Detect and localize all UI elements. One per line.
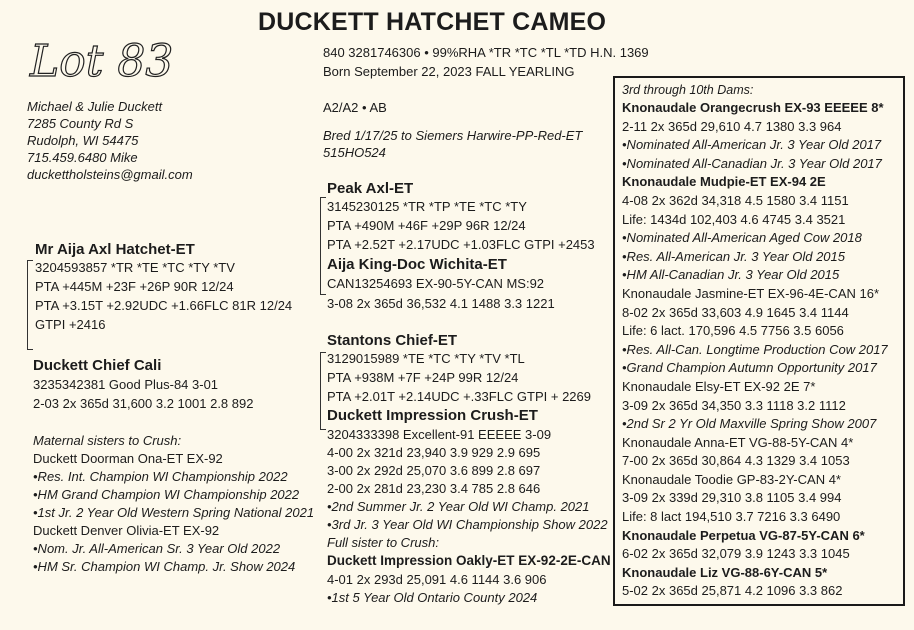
dam-line: 3235342381 Good Plus-84 3-01 xyxy=(33,377,219,392)
dam-ancestor-name: Knonaudale Anna-ET VG-88-5Y-CAN 4* xyxy=(622,434,854,450)
sire-sire-line: PTA +2.52T +2.17UDC +1.03FLC GTPI +2453 xyxy=(327,237,595,252)
dam-ancestor-record: Life: 1434d 102,403 4.6 4745 3.4 3521 xyxy=(622,211,846,227)
pedigree-bracket xyxy=(320,197,326,295)
dam-ancestor-name: Knonaudale Perpetua VG-87-5Y-CAN 6* xyxy=(622,527,865,543)
pedigree-bracket xyxy=(27,260,33,350)
dam-dam-name: Duckett Impression Crush-ET xyxy=(327,407,538,424)
sire-name: Mr Aija Axl Hatchet-ET xyxy=(35,241,195,258)
dam-dam-record: 4-00 2x 321d 23,940 3.9 929 2.9 695 xyxy=(327,445,541,460)
sire-line: 3204593857 *TR *TE *TC *TY *TV xyxy=(35,260,235,275)
dam-ancestor-note: •Nominated All-American Jr. 3 Year Old 2017 xyxy=(622,137,882,153)
sire-line: GTPI +2416 xyxy=(35,317,106,332)
lot-title: DUCKETT HATCHET CAMEO xyxy=(258,8,607,36)
sister-note: •HM Grand Champion WI Championship 2022 xyxy=(33,487,300,502)
dam-ancestor-name: Knonaudale Toodie GP-83-2Y-CAN 4* xyxy=(622,471,841,487)
dam-sire-block xyxy=(327,331,591,405)
sire-block xyxy=(35,240,292,333)
sire-dam-name: Aija King-Doc Wichita-ET xyxy=(327,256,507,273)
birth-date-line: Born September 22, 2023 FALL YEARLING xyxy=(323,64,575,79)
sister-note: •Nom. Jr. All-American Sr. 3 Year Old 2022 xyxy=(33,541,281,556)
sister-note: •HM Sr. Champion WI Champ. Jr. Show 2024 xyxy=(33,559,296,574)
dam-ancestor-note: •Nominated All-Canadian Jr. 3 Year Old 2017 xyxy=(622,155,882,171)
dam-name: Duckett Chief Cali xyxy=(33,357,162,374)
full-sister-name: Duckett Impression Oakly-ET EX-92-2E-CAN xyxy=(327,553,611,568)
owner-phone: 715.459.6480 Mike xyxy=(27,150,138,165)
sire-sire-block xyxy=(327,179,595,253)
full-sister-heading: Full sister to Crush: xyxy=(327,535,439,550)
sister-name: Duckett Doorman Ona-ET EX-92 xyxy=(33,451,223,466)
sire-sire-name: Peak Axl-ET xyxy=(327,180,414,197)
owner-contact xyxy=(27,98,193,183)
dam-ancestor-name: Knonaudale Mudpie-ET EX-94 2E xyxy=(622,174,826,190)
dam-ancestor-record: 2-11 2x 365d 29,610 4.7 1380 3.3 964 xyxy=(622,118,842,134)
bred-to-line: Bred 1/17/25 to Siemers Harwire-PP-Red-ET xyxy=(323,128,583,143)
sire-sire-line: 3145230125 *TR *TP *TE *TC *TY xyxy=(327,199,527,214)
lot-number-logo xyxy=(28,6,178,92)
dam-ancestor-record: 7-00 2x 365d 30,864 4.3 1329 3.4 1053 xyxy=(622,453,850,469)
owner-street: 7285 County Rd S xyxy=(27,116,134,131)
dam-dam-record: 2-00 2x 281d 23,230 3.4 785 2.8 646 xyxy=(327,481,541,496)
dam-sire-line: PTA +2.01T +2.14UDC +.33FLC GTPI + 2269 xyxy=(327,389,591,404)
dam-ancestor-note: •2nd Sr 2 Yr Old Maxville Spring Show 2007 xyxy=(622,416,877,432)
dams-list xyxy=(622,82,888,601)
registration-line: 840 3281746306 • 99%RHA *TR *TC *TL *TD H.N. 1369 xyxy=(323,45,649,60)
sire-line: PTA +445M +23F +26P 90R 12/24 xyxy=(35,279,234,294)
dam-ancestor-note: •Nominated All-American Aged Cow 2018 xyxy=(622,230,862,246)
dam-ancestor-record: 8-02 2x 365d 33,603 4.9 1645 3.4 1144 xyxy=(622,304,849,320)
dam-ancestor-note: •Res. All-American Jr. 3 Year Old 2015 xyxy=(622,248,845,264)
full-sister-record: 4-01 2x 293d 25,091 4.6 1144 3.6 906 xyxy=(327,572,547,587)
pedigree-bracket xyxy=(320,352,326,430)
dam-ancestor-note: •Grand Champion Autumn Opportunity 2017 xyxy=(622,360,877,376)
dam-ancestor-record: Life: 8 lact 194,510 3.7 7216 3.3 6490 xyxy=(622,509,841,525)
sire-dam-line: 3-08 2x 365d 36,532 4.1 1488 3.3 1221 xyxy=(327,296,555,311)
sire-dam-block xyxy=(327,255,555,312)
dam-sire-line: 3129015989 *TE *TC *TY *TV *TL xyxy=(327,351,525,366)
dam-dam-note: •2nd Summer Jr. 2 Year Old WI Champ. 2021 xyxy=(327,499,590,514)
sister-name: Duckett Denver Olivia-ET EX-92 xyxy=(33,523,220,538)
dam-ancestor-name: Knonaudale Orangecrush EX-93 EEEEE 8* xyxy=(622,100,884,115)
dam-dam-record: 3-00 2x 292d 25,070 3.6 899 2.8 697 xyxy=(327,463,541,478)
dam-ancestor-note: •HM All-Canadian Jr. 3 Year Old 2015 xyxy=(622,267,840,283)
owner-email: duckettholsteins@gmail.com xyxy=(27,167,193,182)
full-sister-note: •1st 5 Year Old Ontario County 2024 xyxy=(327,590,538,605)
sire-line: PTA +3.15T +2.92UDC +1.66FLC 81R 12/24 xyxy=(35,298,293,313)
sire-sire-line: PTA +490M +46F +29P 96R 12/24 xyxy=(327,218,526,233)
dam-ancestor-name: Knonaudale Liz VG-88-6Y-CAN 5* xyxy=(622,564,828,580)
dam-line: 2-03 2x 365d 31,600 3.2 1001 2.8 892 xyxy=(33,396,254,411)
genetics-line: A2/A2 • AB xyxy=(323,100,387,115)
dam-ancestor-record: Life: 6 lact. 170,596 4.5 7756 3.5 6056 xyxy=(622,323,844,339)
dam-ancestor-record: 5-02 2x 365d 25,871 4.2 1096 3.3 862 xyxy=(622,583,843,599)
dam-ancestor-record: 4-08 2x 362d 34,318 4.5 1580 3.4 1151 xyxy=(622,192,849,208)
dams-heading: 3rd through 10th Dams: xyxy=(622,83,754,97)
dam-dam-block xyxy=(327,406,611,606)
lot-logo-text: Lot 83 xyxy=(30,36,174,87)
dam-dam-line: 3204333398 Excellent-91 EEEEE 3-09 xyxy=(327,427,552,442)
dam-ancestor-record: 6-02 2x 365d 32,079 3.9 1243 3.3 1045 xyxy=(622,546,850,562)
dam-ancestor-name: Knonaudale Elsy-ET EX-92 2E 7* xyxy=(622,378,816,394)
sister-note: •Res. Int. Champion WI Championship 2022 xyxy=(33,469,288,484)
owner-city: Rudolph, WI 54475 xyxy=(27,133,139,148)
owner-name: Michael & Julie Duckett xyxy=(27,99,163,114)
sire-dam-line: CAN13254693 EX-90-5Y-CAN MS:92 xyxy=(327,276,545,291)
dam-ancestor-record: 3-09 2x 365d 34,350 3.3 1118 3.2 1112 xyxy=(622,397,846,413)
dam-ancestor-record: 3-09 2x 339d 29,310 3.8 1105 3.4 994 xyxy=(622,490,842,506)
dam-block xyxy=(33,356,253,412)
dam-dam-note: •3rd Jr. 3 Year Old WI Championship Show 2022 xyxy=(327,517,608,532)
dam-ancestor-name: Knonaudale Jasmine-ET EX-96-4E-CAN 16* xyxy=(622,285,880,301)
maternal-sisters xyxy=(33,432,314,575)
dam-sire-line: PTA +938M +7F +24P 99R 12/24 xyxy=(327,370,519,385)
maternal-heading: Maternal sisters to Crush: xyxy=(33,433,182,448)
dam-ancestor-note: •Res. All-Can. Longtime Production Cow 2017 xyxy=(622,341,888,357)
dam-sire-name: Stantons Chief-ET xyxy=(327,332,457,349)
bred-to-code: 515HO524 xyxy=(323,145,386,160)
dams-box xyxy=(613,76,905,606)
sister-note: •1st Jr. 2 Year Old Western Spring National 2021 xyxy=(33,505,315,520)
